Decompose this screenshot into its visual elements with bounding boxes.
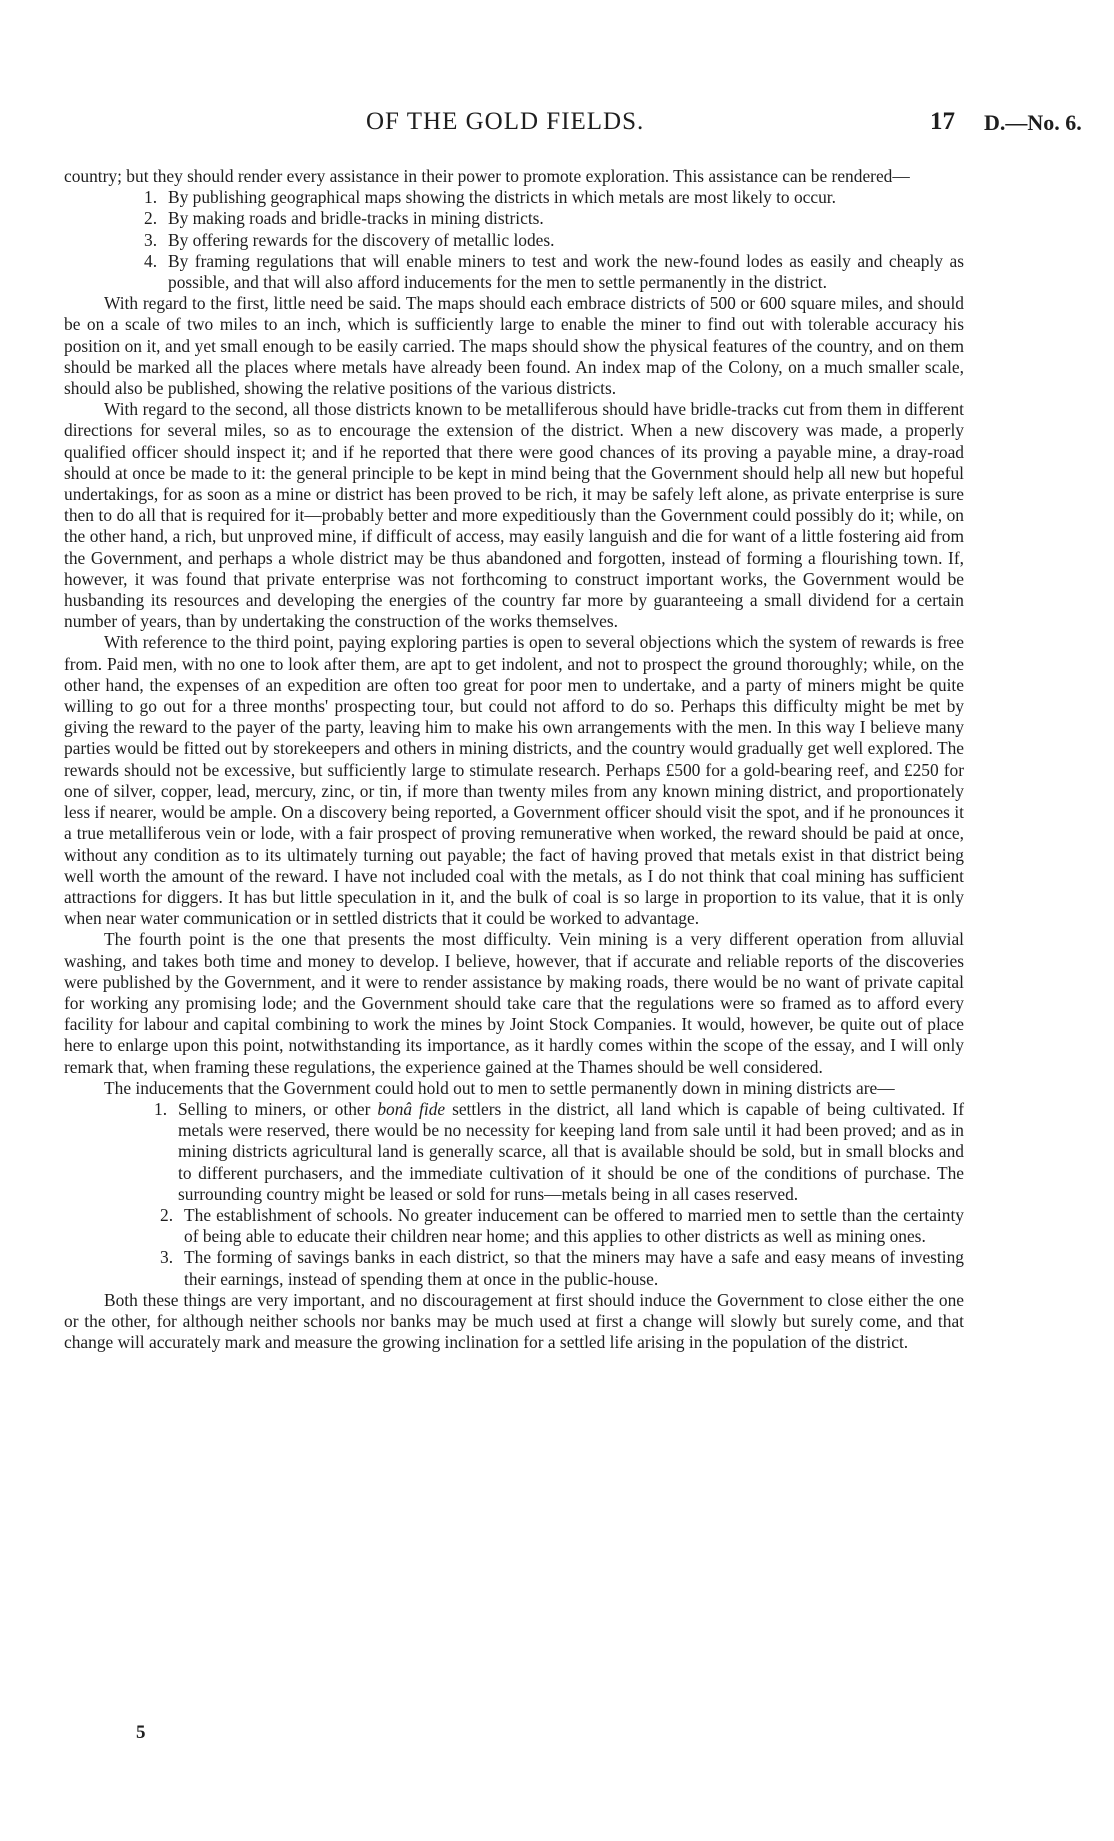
list-item-number: 2. [144,208,158,229]
list-item [144,251,964,293]
list-item [140,1247,964,1289]
list-item-number: 2. [160,1204,174,1225]
list-item-number: 4. [144,250,158,271]
list-item [144,230,964,251]
list-item [144,208,964,229]
list-item [144,187,964,208]
body-text [64,166,964,1353]
list-item-text: The establishment of schools. No greater inducement can be offered to married men to settle than the certainty of being able to educate their children near home; and this applies to other districts as well as mining ones. [184,1204,964,1247]
list-item-number: 1. [144,187,158,208]
list-item-text: By publishing geographical maps showing the districts in which metals are most likely to occur. [168,187,836,208]
assistance-list [144,187,964,293]
page-header [64,108,1094,144]
document-page [64,0,1082,1841]
list-item-number: 3. [160,1247,174,1268]
list-item-number: 3. [144,229,158,250]
list-item-italic: bonâ fide [377,1098,446,1119]
list-item [140,1099,964,1205]
list-item-text: By making roads and bridle-tracks in mining districts. [168,208,544,229]
paragraph-second-point: With regard to the second, all those districts known to be metalliferous should have bridle-tracks cut from them in different directions for several miles, so as to encourage the extension of the district. When a new discovery was made, a properly qualified officer should inspect it; and if he reported that there were good chances of its proving a payable mine, a dray-road should at once be made to it: the general principle to be kept in mind being that the Government should help all new but hopeful undertakings, for as soon as a mine or district has been proved to be rich, it may be safely left alone, as private enterprise is sure then to do all that is required for it—probably better and more expeditiously than the Government could possibly do it; while, on the other hand, a rich, but unproved mine, if difficult of access, may easily languish and die for want of a little fostering aid from the Government, and perhaps a whole district may be thus abandoned and forgotten, instead of forming a flourishing town. If, however, it was found that private enterprise was not forthcoming to construct important works, the Government would be husbanding its resources and developing the energies of the country far more by guaranteeing a small dividend for a certain number of years, than by undertaking the construction of the works themselves. [64,399,964,632]
paragraph-closing: Both these things are very important, and no discouragement at first should induce the Government to close either the one or the other, for although neither schools nor banks may be much used at first a change will slowly but surely come, and that change will accurately mark and measure the growing inclination for a settled life arising in the population of the district. [64,1289,964,1353]
list-item-text: The forming of savings banks in each district, so that the miners may have a safe and easy means of investing their earnings, instead of spending them at once in the public-house. [184,1247,964,1289]
paragraph-inducements: The inducements that the Government could hold out to men to settle permanently down in mining districts are— [104,1077,895,1098]
list-item-number: 1. [154,1098,168,1119]
inducements-list [140,1099,964,1290]
list-item-text: By offering rewards for the discovery of metallic lodes. [168,229,555,250]
running-title: OF THE GOLD FIELDS. [366,108,645,135]
document-reference: D.—No. 6. [984,110,1082,135]
list-item-text: By framing regulations that will enable miners to test and work the new-found lodes as easily and cheaply as possible, and that will also afford inducements for the men to settle permanently in the district. [168,250,964,293]
list-item-text: settlers in the district, all land which is capable of being cultivated. If metals were reserved, there would be no necessity for keeping land from sale until it had been proved; and as in mining districts agricultural land is generally scarce, all that is available should be sold, but in small blocks and to different purchasers, and the immediate cultivation of it should be one of the conditions of purchase. The surrounding country might be leased or sold for runs—metals being in all cases reserved. [178,1098,964,1204]
paragraph-intro: country; but they should render every assistance in their power to promote exploration. This assistance can be rendered— [64,166,910,186]
paragraph-third-point: With reference to the third point, paying exploring parties is open to several objections which the system of rewards is free from. Paid men, with no one to look after them, are apt to get indolent, and not to prospect the ground thoroughly; while, on the other hand, the expenses of an expedition are often too great for poor men to undertake, and a party of miners might be quite willing to go out for a three months' prospecting tour, but could not afford to do so. Perhaps this difficulty might be met by giving the reward to the payer of the party, leaving him to make his own arrangements with the men. In this way I believe many parties would be fitted out by storekeepers and others in mining districts, and the country would gradually get well explored. The rewards should not be excessive, but sufficiently large to stimulate research. Perhaps £500 for a gold-bearing reef, and £250 for one of silver, copper, lead, mercury, zinc, or tin, if more than twenty miles from any known mining district, and proportionately less if nearer, would be ample. On a discovery being reported, a Government officer should visit the spot, and if he pronounces it a true metalliferous vein or lode, with a fair prospect of proving remunerative when worked, the reward should be paid at once, without any condition as to its ultimately turning out payable; the fact of having proved that metals exist in that district being well worth the amount of the reward. I have not included coal with the metals, as I do not think that coal mining has sufficient attractions for diggers. It has but little speculation in it, and the bulk of coal is so large in proportion to its value, that it is only when near water communication or in settled districts that it could be worked to advantage. [64,632,964,929]
page-number: 17 [930,108,955,135]
signature-mark: 5 [136,1722,146,1743]
paragraph-fourth-point: The fourth point is the one that presents the most difficulty. Vein mining is a very different operation from alluvial washing, and takes both time and money to develop. I believe, however, that if accurate and reliable reports of the discoveries were published by the Government, and it were to render assistance by making roads, there would be no want of private capital for working any promising lode; and the Government should take care that the regulations were so framed as to afford every facility for labour and capital combining to work the mines by Joint Stock Companies. It would, however, be quite out of place here to enlarge upon this point, notwithstanding its importance, as it hardly comes within the scope of the essay, and I will only remark that, when framing these regulations, the experience gained at the Thames should be well considered. [64,929,964,1077]
list-item [140,1205,964,1247]
paragraph-first-point: With regard to the first, little need be said. The maps should each embrace districts of 500 or 600 square miles, and should be on a scale of two miles to an inch, which is sufficiently large to enable the miner to find out with tolerable accuracy his position on it, and yet small enough to be easily carried. The maps should show the physical features of the country, and on them should be marked all the places where metals have already been found. An index map of the Colony, on a much smaller scale, should also be published, showing the relative positions of the various districts. [64,293,964,399]
list-item-text-lead: Selling to miners, or other [178,1098,378,1119]
